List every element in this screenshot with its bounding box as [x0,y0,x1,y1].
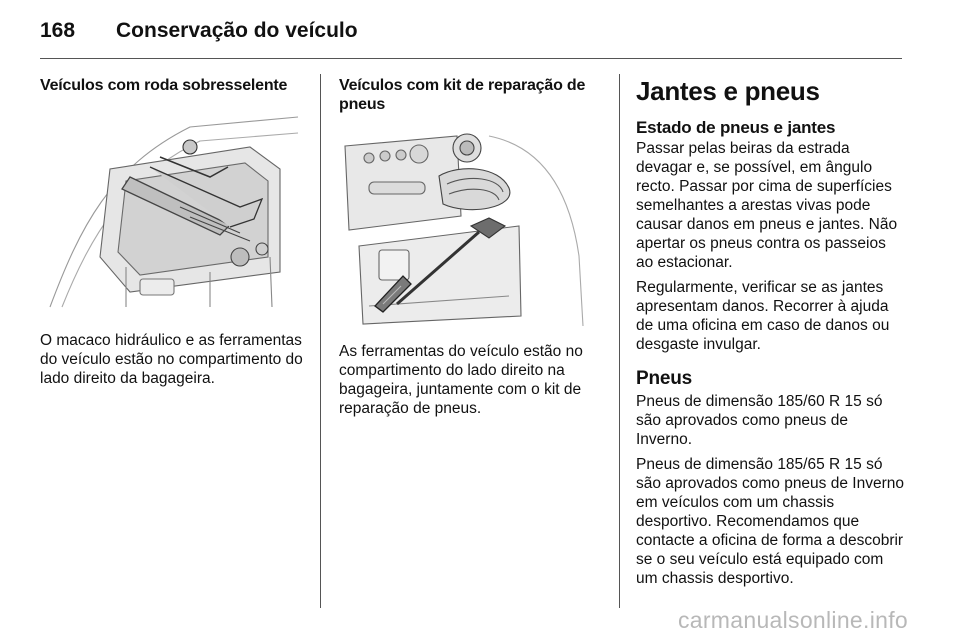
tyre-condition-heading: Estado de pneus e jantes [636,118,836,137]
tyres-heading: Pneus [636,368,693,389]
tyres-p1: Pneus de dimensão 185/60 R 15 só são aprovados como pneus de Inverno. [636,393,883,448]
column-repair-kit [339,76,609,424]
spare-wheel-heading: Veículos com roda sobresselente [40,77,288,94]
page-header [40,16,358,46]
page-title: Conservação do veículo [116,19,358,42]
spare-wheel-text: O macaco hidráulico e as ferramentas do veículo estão no compartimento do lado direito da bagageira. [40,332,303,387]
column-divider-1 [320,74,321,608]
page-number: 168 [40,19,76,42]
wheels-tyres-title: Jantes e pneus [636,76,820,106]
spare-wheel-jack-tools-illustration [40,107,302,317]
repair-kit-text: As ferramentas do veículo estão no compartimento do lado direito na bagageira, juntamente com o kit de reparação de pneus. [339,343,583,417]
column-spare-wheel [40,76,312,394]
repair-kit-heading: Veículos com kit de reparação de pneus [339,77,586,113]
column-divider-2 [619,74,620,608]
column-wheels-tyres [636,76,906,594]
header-divider [40,58,902,59]
tyre-repair-kit-screwdriver-illustration [339,126,605,326]
tyres-p2: Pneus de dimensão 185/65 R 15 só são aprovados como pneus de Inverno em veículos com um chassis desportivo. Recomendamos que contacte a oficina de forma a descobrir se o seu veículo está equipado com um chassis desportivo. [636,456,904,587]
tyre-condition-p2: Regularmente, verificar se as jantes apresentam danos. Recorrer à ajuda de uma oficina em caso de danos ou desgaste invulgar. [636,279,890,353]
tyre-condition-p1: Passar pelas beiras da estrada devagar e, se possível, em ângulo recto. Passar por cima de superfícies semelhantes a arestas vivas pode causar danos em pneus e jantes. Não apertar os pneus contra os passeios ao estacionar. [636,140,898,271]
watermark: carmanualsonline.info [677,607,908,633]
